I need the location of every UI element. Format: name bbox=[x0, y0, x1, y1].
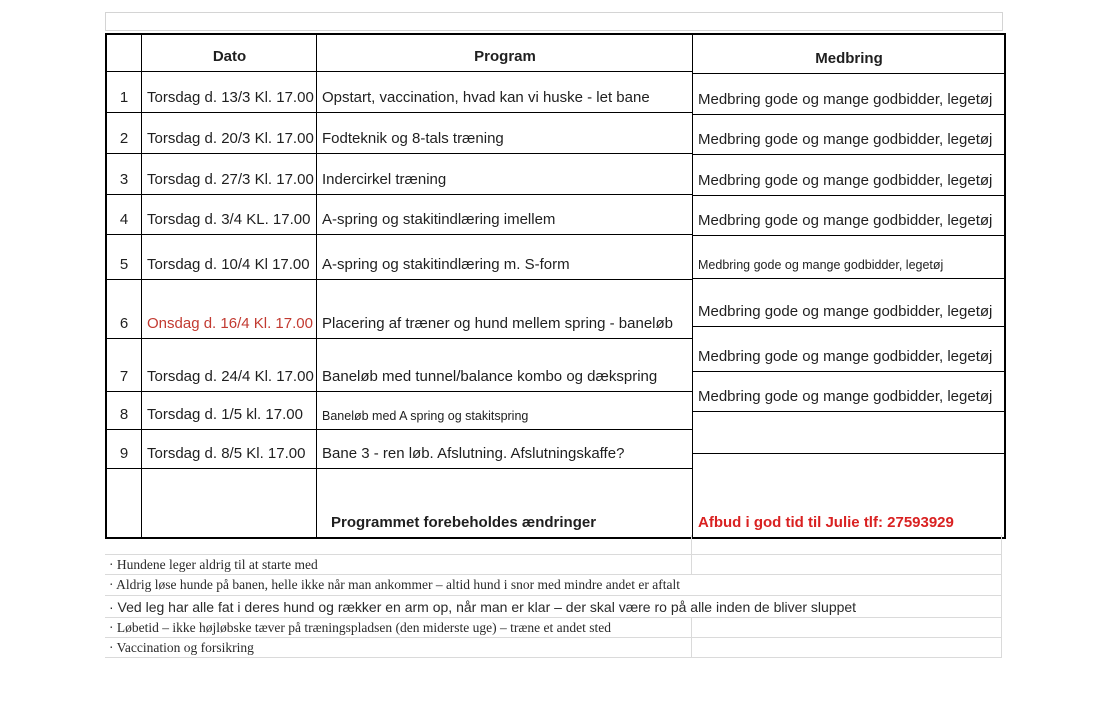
table-row bbox=[107, 195, 692, 235]
date-cell: Torsdag d. 8/5 Kl. 17.00 bbox=[142, 430, 317, 468]
row-number: 1 bbox=[107, 72, 142, 112]
note-text: · Aldrig løse hunde på banen, helle ikke når man ankommer – altid hund i snor med mindre andet er aftalt bbox=[109, 577, 680, 592]
program-cell: Placering af træner og hund mellem spring - baneløb bbox=[322, 314, 674, 332]
footer-num-cell bbox=[107, 469, 142, 537]
gridline bbox=[691, 555, 692, 574]
gridline bbox=[691, 638, 692, 657]
header-cell-medbring: Medbring bbox=[815, 49, 883, 67]
medbring-cell: Medbring gode og mange godbidder, legetøj bbox=[698, 211, 993, 229]
row-number: 8 bbox=[107, 392, 142, 429]
note-item bbox=[105, 618, 1002, 638]
note-text: · Vaccination og forsikring bbox=[109, 639, 254, 655]
header-cell-dato: Dato bbox=[142, 35, 317, 71]
table-row bbox=[107, 339, 692, 392]
header-row-medbring bbox=[693, 35, 1004, 74]
medbring-cell: Medbring gode og mange godbidder, legetøj bbox=[698, 347, 993, 365]
date-cell-highlighted: Onsdag d. 16/4 Kl. 17.00 bbox=[142, 280, 317, 338]
medbring-row bbox=[693, 115, 1004, 155]
footer-date-cell bbox=[142, 469, 317, 537]
medbring-row bbox=[693, 196, 1004, 236]
medbring-row bbox=[693, 236, 1004, 279]
date-cell: Torsdag d. 24/4 Kl. 17.00 bbox=[142, 339, 317, 391]
program-cell: Baneløb med tunnel/balance kombo og dækspring bbox=[322, 367, 658, 385]
empty-top-row bbox=[105, 12, 1003, 31]
medbring-row bbox=[693, 327, 1004, 372]
note-text: · Løbetid – ikke højløbske tæver på træningspladsen (den miderste uge) – træne et andet sted bbox=[109, 619, 612, 635]
medbring-row bbox=[693, 279, 1004, 327]
note-item bbox=[105, 575, 1002, 596]
program-disclaimer: Programmet forebeholdes ændringer bbox=[331, 513, 597, 531]
schedule-table bbox=[105, 33, 1006, 539]
date-cell: Torsdag d. 3/4 KL. 17.00 bbox=[142, 195, 317, 234]
row-number: 9 bbox=[107, 430, 142, 468]
program-cell: A-spring og stakitindlæring m. S-form bbox=[322, 255, 570, 273]
header-cell-program: Program bbox=[474, 47, 536, 65]
schedule-table-left-columns bbox=[107, 35, 692, 537]
program-cell: Opstart, vaccination, hvad kan vi huske - let bane bbox=[322, 88, 650, 106]
table-row bbox=[107, 392, 692, 430]
medbring-cell: Medbring gode og mange godbidder, legetøj bbox=[698, 302, 993, 320]
program-cell: Bane 3 - ren løb. Afslutning. Afslutningskaffe? bbox=[322, 444, 625, 462]
program-cell: Fodteknik og 8-tals træning bbox=[322, 129, 504, 147]
medbring-cell bbox=[693, 412, 1004, 453]
medbring-cell: Medbring gode og mange godbidder, legetøj bbox=[698, 171, 993, 189]
medbring-row bbox=[693, 74, 1004, 115]
medbring-cell: Medbring gode og mange godbidder, legetøj bbox=[698, 130, 993, 148]
schedule-table-medbring-column bbox=[692, 35, 1004, 537]
footer-row bbox=[107, 469, 692, 537]
table-row bbox=[107, 235, 692, 280]
footer-row-medbring bbox=[693, 454, 1004, 537]
medbring-cell: Medbring gode og mange godbidder, legetøj bbox=[698, 90, 993, 108]
medbring-row bbox=[693, 372, 1004, 412]
table-row bbox=[107, 113, 692, 154]
date-cell: Torsdag d. 13/3 Kl. 17.00 bbox=[142, 72, 317, 112]
header-cell-num bbox=[107, 35, 142, 71]
header-row bbox=[107, 35, 692, 72]
row-number: 3 bbox=[107, 154, 142, 194]
note-item bbox=[105, 555, 1002, 575]
program-cell: Baneløb med A spring og stakitspring bbox=[322, 408, 529, 423]
row-number: 2 bbox=[107, 113, 142, 153]
rules-notes-section bbox=[105, 535, 1002, 658]
note-item bbox=[105, 638, 1002, 658]
notes-empty-row bbox=[105, 535, 1002, 555]
medbring-cell: Medbring gode og mange godbidder, legetøj bbox=[698, 387, 993, 405]
date-cell: Torsdag d. 20/3 Kl. 17.00 bbox=[142, 113, 317, 153]
row-number: 4 bbox=[107, 195, 142, 234]
medbring-cell: Medbring gode og mange godbidder, legetøj bbox=[698, 257, 944, 272]
note-text: · Ved leg har alle fat i deres hund og rækker en arm op, når man er klar – der skal være ro på alle inden de bliver sluppet bbox=[109, 598, 857, 615]
program-cell: A-spring og stakitindlæring imellem bbox=[322, 210, 556, 228]
table-row bbox=[107, 430, 692, 469]
cancellation-contact-note: Afbud i god tid til Julie tlf: 27593929 bbox=[698, 513, 954, 531]
gridline bbox=[691, 618, 692, 637]
note-item bbox=[105, 596, 1002, 618]
medbring-row bbox=[693, 155, 1004, 196]
date-cell: Torsdag d. 10/4 Kl 17.00 bbox=[142, 235, 317, 279]
table-row bbox=[107, 154, 692, 195]
date-cell: Torsdag d. 27/3 Kl. 17.00 bbox=[142, 154, 317, 194]
gridline bbox=[691, 535, 692, 554]
note-text: · Hundene leger aldrig til at starte med bbox=[109, 556, 318, 572]
medbring-row-empty bbox=[693, 412, 1004, 454]
row-number: 6 bbox=[107, 280, 142, 338]
date-cell: Torsdag d. 1/5 kl. 17.00 bbox=[142, 392, 317, 429]
table-row bbox=[107, 72, 692, 113]
row-number: 5 bbox=[107, 235, 142, 279]
row-number: 7 bbox=[107, 339, 142, 391]
table-row-changed-date bbox=[107, 280, 692, 339]
program-cell: Indercirkel træning bbox=[322, 170, 447, 188]
